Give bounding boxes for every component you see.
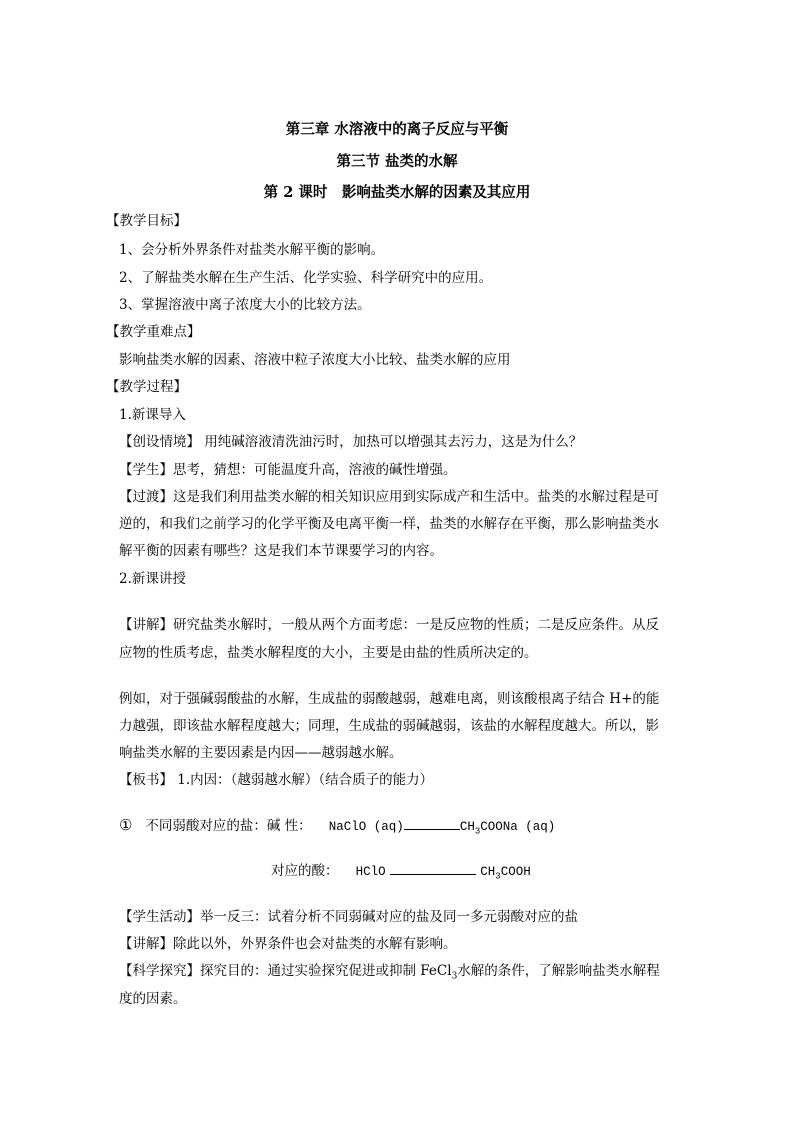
- process-heading: 【教学过程】: [106, 379, 187, 395]
- lecture-external-text: 【讲解】除此以外，外界条件也会对盐类的水解有影响。: [119, 936, 457, 952]
- keypoints-heading: 【教学重难点】: [106, 324, 201, 340]
- lecture-line-1: 【讲解】研究盐类水解时，一般从两个方面考虑：一是反应物的性质；二是反应条件。从反: [119, 617, 659, 633]
- section-title: 第三节 盐类的水解: [336, 153, 458, 170]
- transition-line-1: 【过渡】这是我们利用盐类水解的相关知识应用到实际成产和生活中。盐类的水解过程是可: [119, 489, 659, 505]
- activity-text: 【学生活动】举一反三：试着分析不同弱碱对应的盐及同一多元弱酸对应的盐: [119, 909, 578, 925]
- acid-right-formula: $CH_3COOH$: [480, 865, 531, 882]
- objective-item-2: 2、了解盐类水解在生产生活、化学实验、科学研究中的应用。: [119, 270, 493, 286]
- lesson-title: 第 2 课时 影响盐类水解的因素及其应用: [263, 184, 531, 201]
- comparison-row-salts: [119, 814, 555, 837]
- answer-blank: [404, 829, 460, 830]
- explore-line-1: 【科学探究】探究目的：通过实验探究促进或抑制 FeCl$_3$水解的条件，了解影响盐类水解程: [119, 963, 660, 982]
- step-lecture: 2.新课讲授: [119, 571, 186, 587]
- student-text: 【学生】思考，猜想：可能温度升高，溶液的碱性增强。: [119, 462, 457, 478]
- chapter-title: 第三章 水溶液中的离子反应与平衡: [285, 121, 509, 138]
- example-line-3: 响盐类水解的主要因素是内因——越弱越水解。: [119, 745, 403, 761]
- transition-line-2: 逆的，和我们之前学习的化学平衡及电离平衡一样，盐类的水解存在平衡，那么影响盐类水: [119, 516, 659, 532]
- objectives-heading: 【教学目标】: [106, 213, 187, 229]
- salt-right-formula: $CH_3COONa$ (aq): [459, 820, 556, 837]
- circled-one-marker: ①: [119, 816, 133, 834]
- transition-line-3: 解平衡的因素有哪些？这是我们本节课要学习的内容。: [119, 543, 443, 559]
- answer-blank: [390, 874, 476, 875]
- explore-line-2: 度的因素。: [119, 991, 187, 1007]
- salt-comparison-label: 不同弱酸对应的盐：碱 性：: [145, 818, 312, 834]
- lecture-line-2: 应物的性质考虑，盐类水解程度的大小，主要是由盐的性质所决定的。: [119, 645, 538, 661]
- acid-comparison-label: 对应的酸：: [271, 863, 339, 879]
- keypoints-text: 影响盐类水解的因素、溶液中粒子浓度大小比较、盐类水解的应用: [119, 352, 511, 368]
- objective-item-1: 1、会分析外界条件对盐类水解平衡的影响。: [119, 242, 385, 258]
- acid-left-formula: HClO: [355, 865, 386, 879]
- salt-left-formula: NaClO (aq): [328, 820, 404, 834]
- scenario-text: 【创设情境】 用纯碱溶液清洗油污时，加热可以增强其去污力，这是为什么？: [119, 434, 583, 450]
- example-line-1: 例如，对于强碱弱酸盐的水解，生成盐的弱酸越弱，越难电离，则该酸根离子结合 H+的能: [119, 691, 660, 707]
- objective-item-3: 3、掌握溶液中离子浓度大小的比较方法。: [119, 297, 371, 313]
- example-line-2: 力越强，即该盐水解程度越大；同理，生成盐的弱碱越弱，该盐的水解程度越大。所以，影: [119, 718, 659, 734]
- comparison-row-acids: [271, 859, 531, 882]
- board-text: 【板书】 1.内因：（越弱越水解）（结合质子的能力）: [119, 772, 434, 788]
- step-intro: 1.新课导入: [119, 407, 186, 423]
